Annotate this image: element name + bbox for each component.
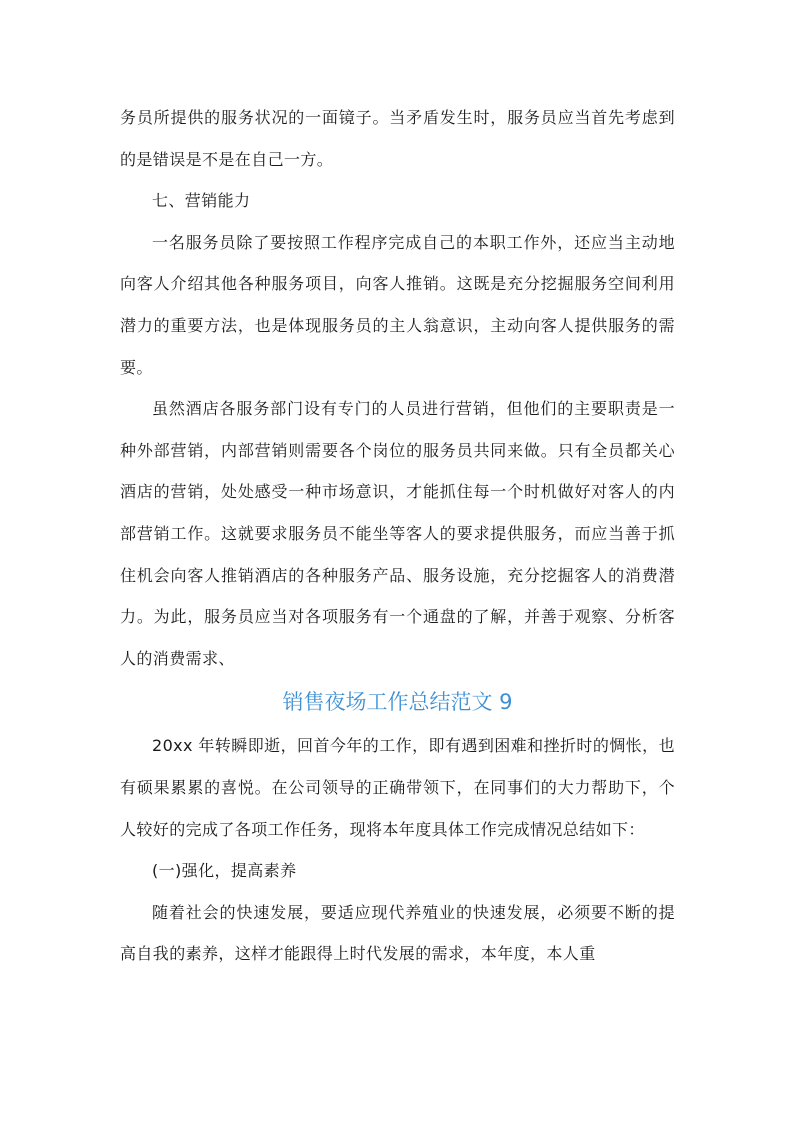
paragraph-year-review: 20xx 年转瞬即逝，回首今年的工作，即有遇到困难和挫折时的惆怅，也有硕果累累的喜悦。在公司领导的正确带领下，在同事们的大力帮助下，个人较好的完成了各项工作任务，现将本年度具体工作完成情况总结如下： <box>120 736 675 839</box>
paragraph-continuation: 务员所提供的服务状况的一面镜子。当矛盾发生时，服务员应当首先考虑到的是错误是不是在自己一方。 <box>120 108 675 169</box>
subheading-strengthen-quality: (一)强化，提高素养 <box>152 861 297 881</box>
paragraph-sales-duty: 一名服务员除了要按照工作程序完成自己的本职工作外，还应当主动地向客人介绍其他各种服务项目，向客人推销。这既是充分挖掘服务空间利用潜力的重要方法，也是体现服务员的主人翁意识，主动向客人提供服务的需要。 <box>120 232 675 377</box>
document-page <box>120 97 675 975</box>
paragraph-internal-marketing: 虽然酒店各服务部门设有专门的人员进行营销，但他们的主要职责是一种外部营销，内部营销则需要各个岗位的服务员共同来做。只有全员都关心酒店的营销，处处感受一种市场意识，才能抓住每一个时机做好对客人的内部营销工作。这就要求服务员不能坐等客人的要求提供服务，而应当善于抓住机会向客人推销酒店的各种服务产品、服务设施，充分挖掘客人的消费潜力。为此，服务员应当对各项服务有一个通盘的了解，并善于观察、分析客人的消费需求、 <box>120 399 675 668</box>
paragraph-self-improvement: 随着社会的快速发展，要适应现代养殖业的快速发展，必须要不断的提高自我的素养，这样才能跟得上时代发展的需求，本年度，本人重 <box>120 902 675 964</box>
section-title: 销售夜场工作总结范文 9 <box>282 690 513 715</box>
subheading-marketing-ability: 七、营销能力 <box>152 191 251 211</box>
